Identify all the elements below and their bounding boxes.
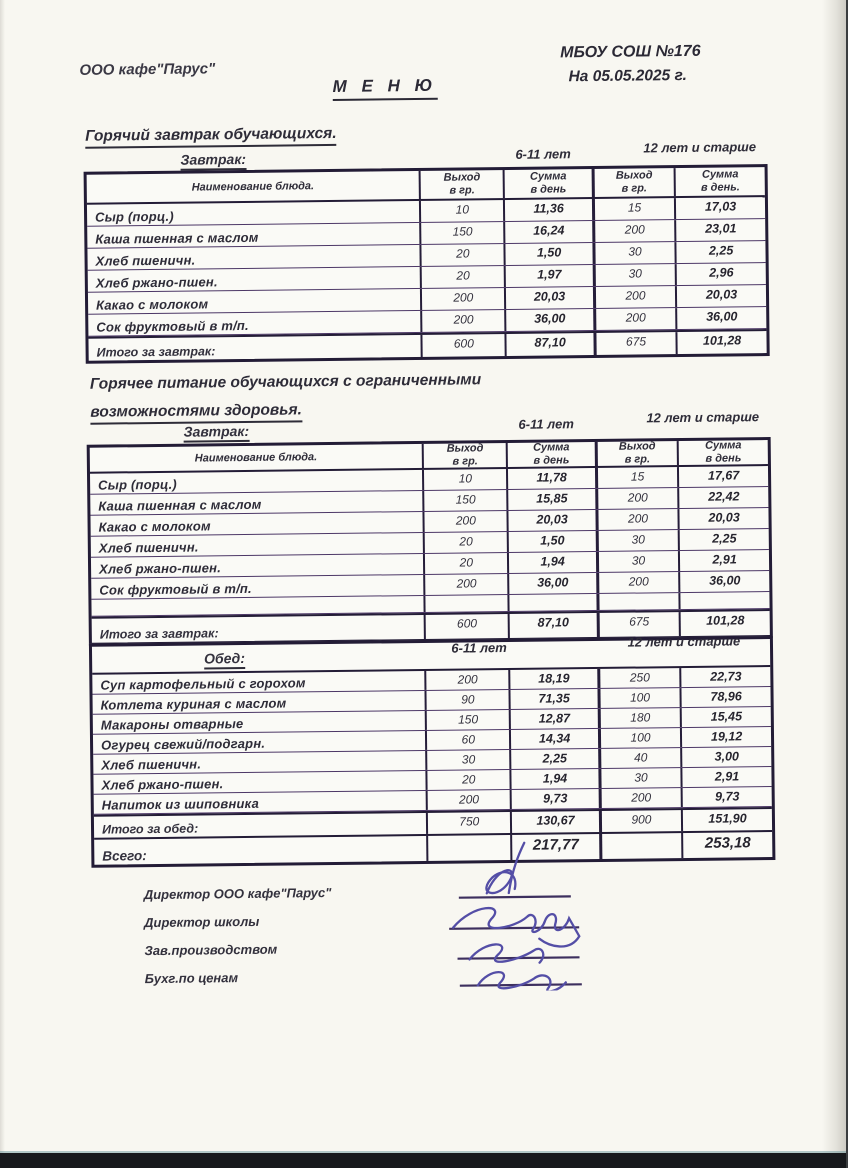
column-header-sum: Сумма в день. bbox=[700, 168, 740, 194]
scan-artifact-right-shadow bbox=[822, 0, 848, 1168]
table-row: Какао с молоком 200 20,03 200 20,03 bbox=[88, 285, 766, 315]
table-row: Огурец свежий/подгарн. 60 14,34 100 19,12 bbox=[93, 727, 771, 755]
page-title: М Е Н Ю bbox=[333, 76, 438, 101]
table-row: Какао с молоком 200 20,03 200 20,03 bbox=[90, 508, 768, 537]
column-header-sum: Сумма в день bbox=[508, 442, 598, 467]
table-row: Сыр (порц.) 10 11,78 15 17,67 bbox=[90, 466, 768, 495]
signature-scribble bbox=[428, 840, 620, 992]
column-header-sum: Сумма в день bbox=[704, 439, 742, 465]
signature-role-director-cafe: Директор ООО кафе"Парус" bbox=[143, 885, 332, 903]
column-header-output: Выход в гр. bbox=[424, 443, 508, 468]
column-header-output: Выход в гр. bbox=[597, 441, 679, 466]
breakfast-label-1: Завтрак: bbox=[180, 151, 246, 171]
column-header-dish-name: Наименование блюда. bbox=[90, 444, 425, 472]
age-label-6-11: 6-11 лет bbox=[518, 416, 574, 432]
table-row: Хлеб пшеничн. 20 1,50 30 2,25 bbox=[87, 241, 765, 271]
scan-artifact-bottom-band bbox=[0, 1153, 848, 1168]
section-2-heading-line2: возможностями здоровья. bbox=[90, 401, 302, 424]
total-row: Итого за завтрак: 600 87,10 675 101,28 bbox=[88, 329, 766, 361]
table-row: Сок фруктовый в т/п. 200 36,00 200 36,00 bbox=[88, 307, 766, 337]
signature-role-accountant: Бухг.по ценам bbox=[144, 970, 239, 987]
signature-lines bbox=[449, 895, 582, 987]
column-header-output: Выход в гр. bbox=[594, 168, 676, 197]
total-row: Итого за завтрак: 600 87,10 675 101,28 bbox=[92, 609, 770, 643]
column-header-dish-name: Наименование блюда. bbox=[87, 171, 422, 203]
age-label-6-11: 6-11 лет bbox=[515, 146, 571, 162]
table-row: Сок фруктовый в т/п. 200 36,00 200 36,00 bbox=[91, 571, 769, 600]
table-row: Хлеб ржано-пшен. 20 1,97 30 2,96 bbox=[88, 263, 766, 293]
school-name: МБОУ СОШ №176 bbox=[560, 42, 701, 62]
table-row: Суп картофельный с горохом 200 18,19 250 22,73 bbox=[92, 667, 770, 695]
grand-total-row: Всего: 217,77 253,18 bbox=[94, 830, 772, 865]
table-row: Хлеб пшеничн. 20 1,50 30 2,25 bbox=[91, 529, 769, 558]
output-grams-cell: 10 bbox=[421, 200, 505, 222]
breakfast-label-2: Завтрак: bbox=[183, 423, 249, 443]
column-header-output: Выход в гр. bbox=[421, 170, 505, 199]
special-needs-breakfast-table bbox=[87, 437, 773, 646]
dish-name-cell: Сыр (порц.) bbox=[87, 201, 421, 226]
age-label-12-plus: 12 лет и старше bbox=[643, 139, 757, 156]
sum-per-day-cell: 17,03 bbox=[704, 199, 737, 214]
table-row: Напиток из шиповника 200 9,73 200 9,73 bbox=[94, 787, 772, 815]
organization-name: ООО кафе"Парус" bbox=[79, 60, 216, 79]
table-row: Хлеб пшеничн. 30 2,25 40 3,00 bbox=[93, 747, 771, 775]
section-1-heading: Горячий завтрак обучающихся. bbox=[85, 125, 337, 149]
column-header-sum: Сумма в день bbox=[505, 169, 595, 198]
sum-per-day-cell: 11,36 bbox=[505, 199, 595, 221]
lunch-table bbox=[89, 633, 775, 868]
table-row: Макароны отварные 150 12,87 180 15,45 bbox=[93, 707, 771, 735]
table-row: Хлеб ржано-пшен. 20 1,94 30 2,91 bbox=[93, 767, 771, 795]
section-2-heading-line1: Горячее питание обучающихся с ограниченными bbox=[89, 371, 482, 393]
pen-strokes bbox=[452, 842, 580, 992]
total-row: Итого за обед: 750 130,67 900 151,90 bbox=[94, 807, 772, 838]
table-row: Каша пшенная с маслом 150 15,85 200 22,42 bbox=[90, 487, 768, 516]
age-label-6-11: 6-11 лет bbox=[451, 640, 507, 656]
menu-date: На 05.05.2025 г. bbox=[568, 66, 688, 86]
age-label-12-plus: 12 лет и старше bbox=[646, 409, 760, 426]
scan-artifact-left-shadow bbox=[0, 0, 5, 1168]
breakfast-table bbox=[84, 164, 770, 364]
table-row: Котлета куриная с маслом 90 71,35 100 78,96 bbox=[93, 687, 771, 715]
signature-role-production: Зав.производством bbox=[144, 941, 278, 959]
lunch-label: Обед: bbox=[204, 650, 245, 669]
signature-role-director-school: Директор школы bbox=[144, 913, 260, 931]
table-row: Хлеб ржано-пшен. 20 1,94 30 2,91 bbox=[91, 550, 769, 579]
output-grams-cell: 15 bbox=[595, 198, 677, 220]
table-row: Каша пшенная с маслом 150 16,24 200 23,01 bbox=[87, 219, 765, 249]
age-label-12-plus: 12 лет и старше bbox=[627, 633, 741, 650]
